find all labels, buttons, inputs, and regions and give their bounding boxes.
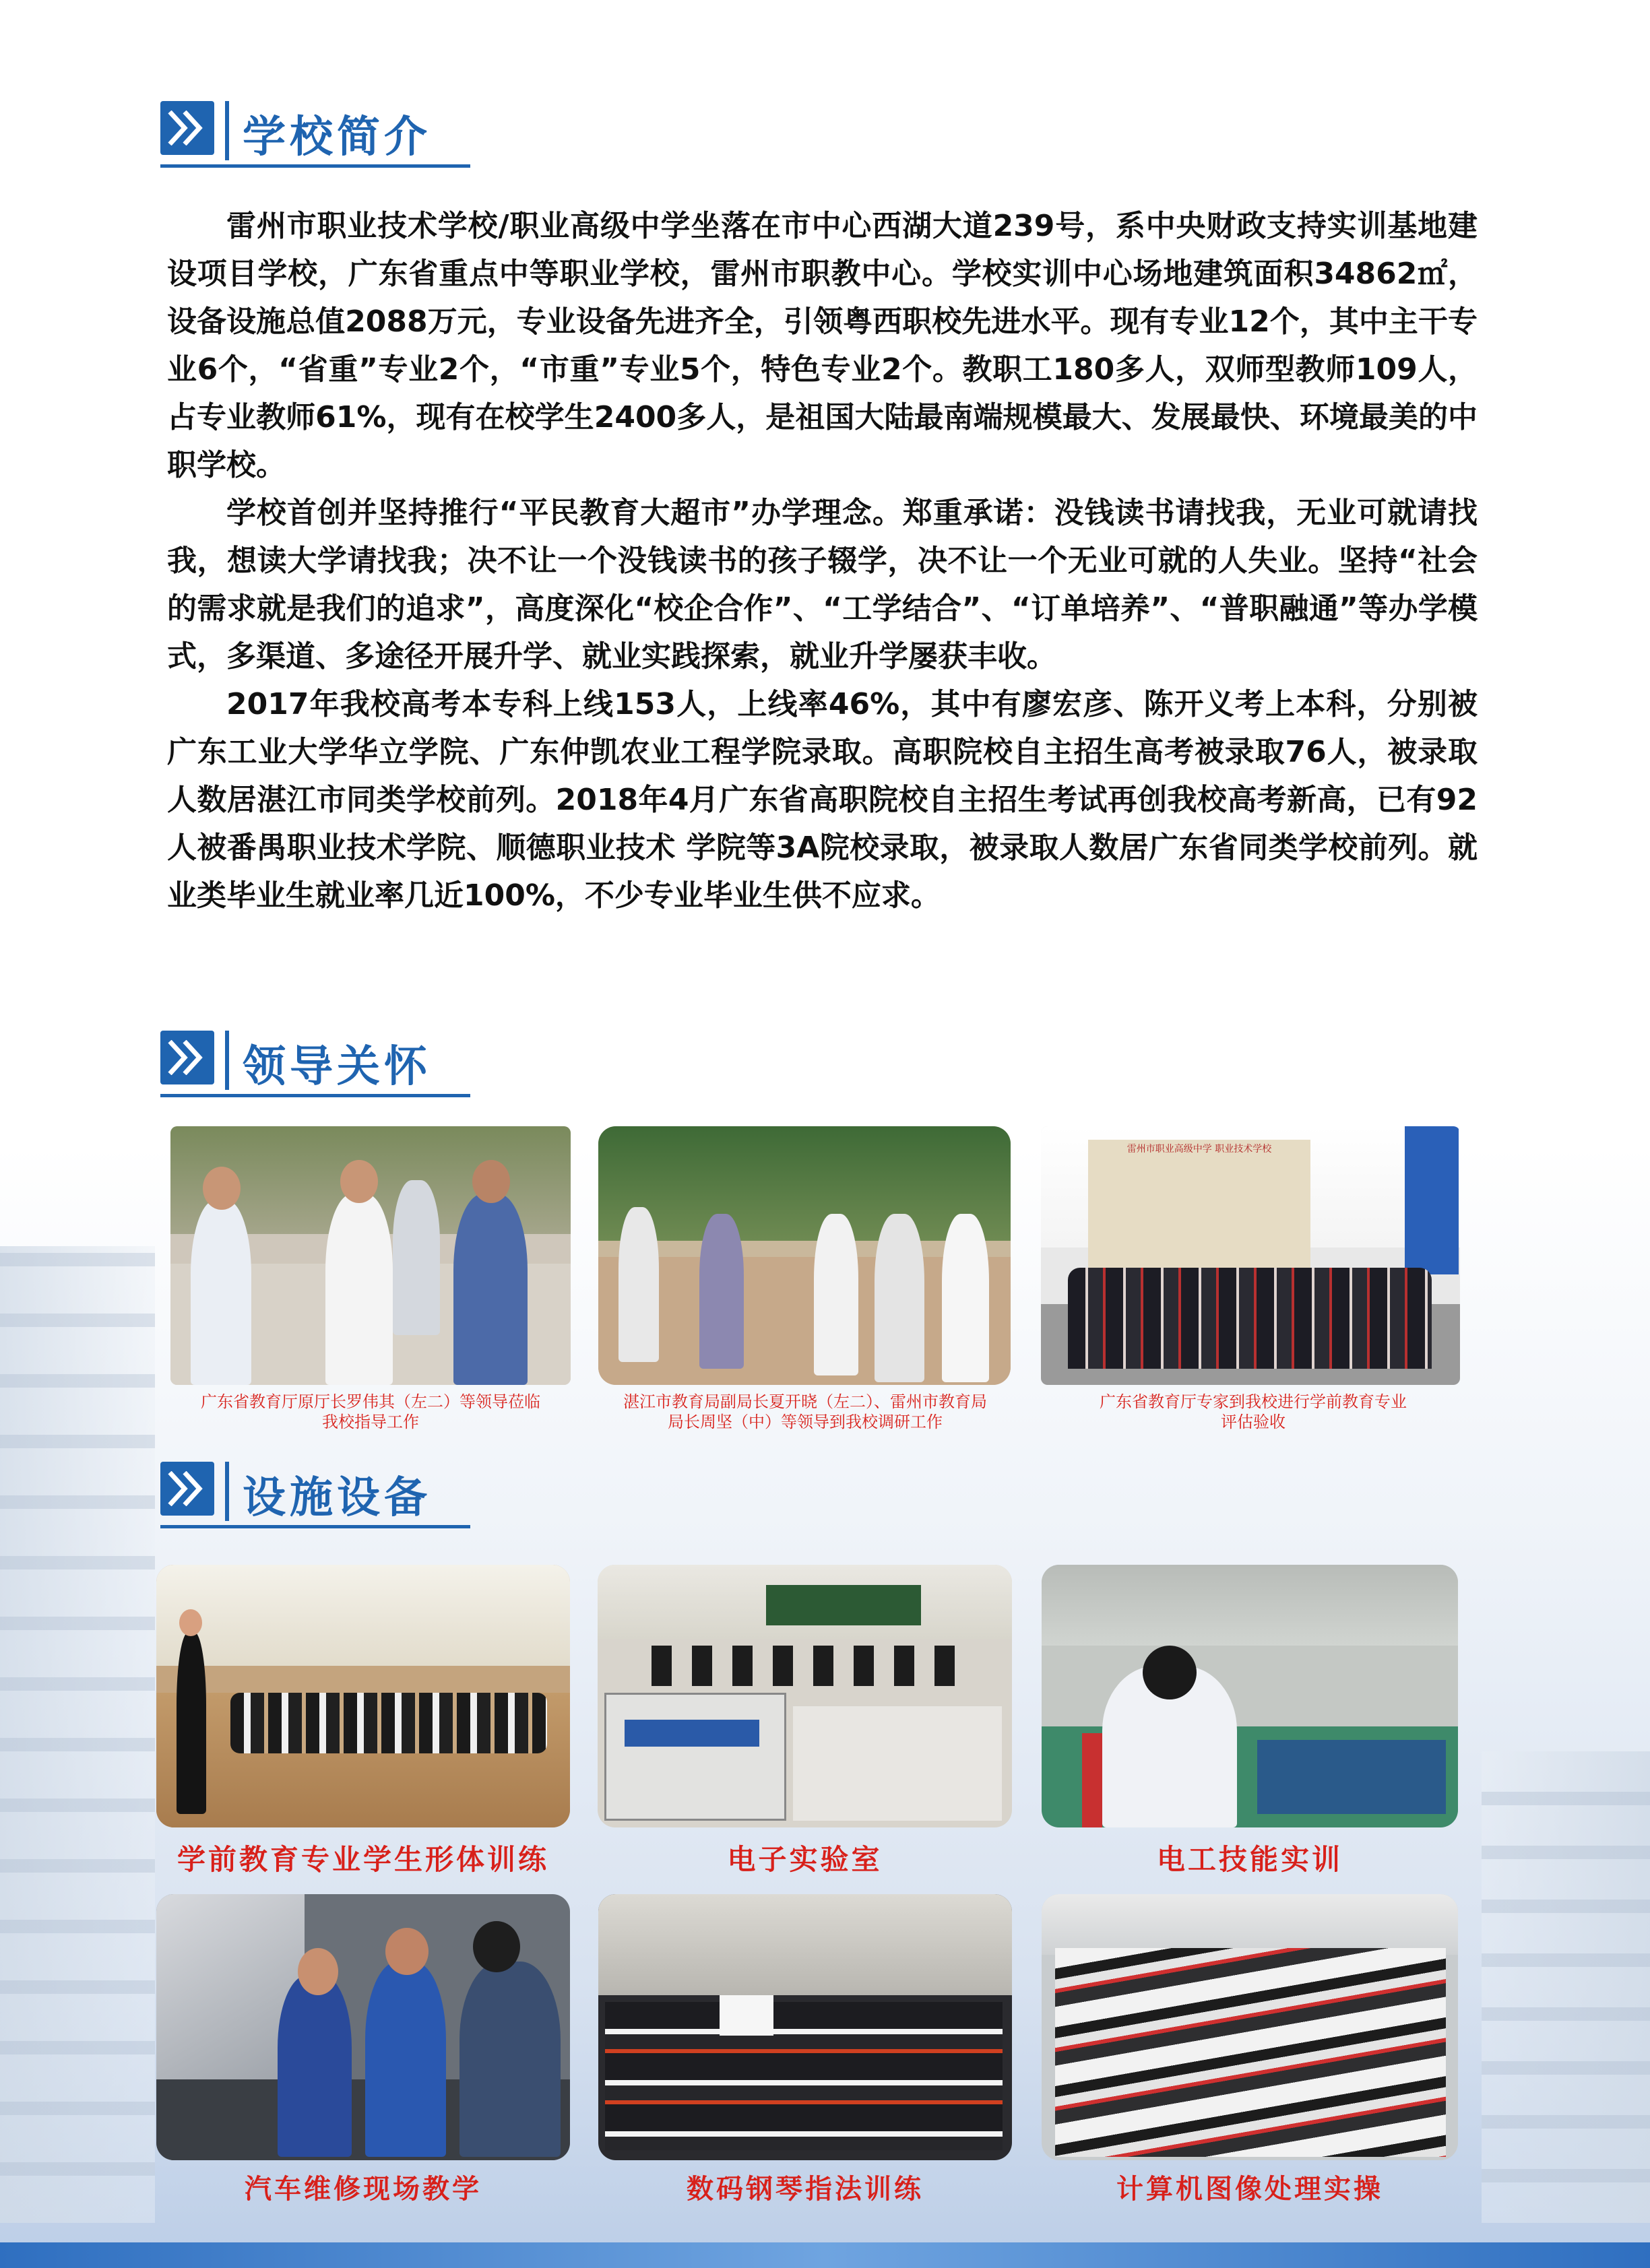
background-building-left bbox=[0, 1246, 155, 2223]
intro-paragraph: 2017年我校高考本专科上线153人，上线率46%，其中有廖宏彦、陈开义考上本科，分别被广东工业大学华立学院、广东仲凯农业工程学院录取。高职院校自主招生高考被录取76人，被录取人数居湛江市同类学校前列。2018年4月广东省高职院校自主招生考试再创我校高考新高，已有92人被番禺职业技术学院、顺德职业技术 学院等3A院校录取，被录取人数居广东省同类学校前列。就业类毕业生就业率几近100%，不少专业毕业生供不应求。 bbox=[167, 687, 1478, 913]
section-divider-bar bbox=[225, 1031, 229, 1090]
leader-caption-1: 广东省教育厅原厅长罗伟其（左二）等领导莅临 我校指导工作 bbox=[201, 1392, 540, 1431]
section-divider-bar bbox=[225, 101, 229, 160]
leader-caption-2: 湛江市教育局副局长夏开晓（左二）、雷州市教育局 局长周坚（中）等领导到我校调研工作 bbox=[623, 1392, 987, 1431]
bottom-band bbox=[0, 2242, 1650, 2268]
photo-auto-repair bbox=[156, 1894, 570, 2160]
photo-piano-training bbox=[598, 1894, 1012, 2160]
building-sign: 雷州市职业高级中学 职业技术学校 bbox=[1127, 1144, 1272, 1155]
intro-text bbox=[167, 202, 1478, 919]
photo-dance-training bbox=[156, 1565, 570, 1827]
double-chevron-right-icon bbox=[160, 1031, 214, 1084]
facility-caption-6: 计算机图像处理实操 bbox=[1116, 2174, 1383, 2205]
section-divider-bar bbox=[225, 1462, 229, 1521]
photo-electrical-training bbox=[1042, 1565, 1458, 1827]
section-header-intro bbox=[160, 101, 470, 168]
section-underline bbox=[160, 164, 470, 168]
double-chevron-right-icon bbox=[160, 101, 214, 155]
photo-electronics-lab bbox=[598, 1565, 1012, 1827]
section-underline bbox=[160, 1094, 470, 1097]
facility-caption-1: 学前教育专业学生形体训练 bbox=[177, 1843, 549, 1876]
section-header-leaders bbox=[160, 1031, 470, 1098]
background-building-right bbox=[1482, 1751, 1650, 2223]
photo-leader-visit-2 bbox=[598, 1126, 1011, 1385]
intro-paragraph: 雷州市职业技术学校/职业高级中学坐落在市中心西湖大道239号，系中央财政支持实训基地建设项目学校，广东省重点中等职业学校，雷州市职教中心。学校实训中心场地建筑面积34862㎡，设备设施总值2088万元，专业设备先进齐全，引领粤西职校先进水平。现有专业12个，其中主干专业6个，“省重”专业2个，“市重”专业5个，特色专业2个。教职工180多人，双师型教师109人，占专业教师61%，现有在校学生2400多人，是祖国大陆最南端规模最大、发展最快、环境最美的中职学校。 bbox=[167, 209, 1478, 482]
photo-computer-lab bbox=[1042, 1894, 1458, 2160]
section-header-facilities bbox=[160, 1462, 470, 1529]
photo-leader-visit-1 bbox=[170, 1126, 571, 1385]
double-chevron-right-icon bbox=[160, 1462, 214, 1516]
section-title: 设施设备 bbox=[243, 1473, 431, 1523]
intro-paragraph: 学校首创并坚持推行“平民教育大超市”办学理念。郑重承诺：没钱读书请找我，无业可就请找我，想读大学请找我；决不让一个没钱读书的孩子辍学，决不让一个无业可就的人失业。坚持“社会的需求就是我们的追求”，高度深化“校企合作”、“工学结合”、“订单培养”、“普职融通”等办学模式，多渠道、多途径开展升学、就业实践探索，就业升学屡获丰收。 bbox=[167, 496, 1478, 674]
section-title: 领导关怀 bbox=[243, 1042, 431, 1092]
facility-caption-5: 数码钢琴指法训练 bbox=[687, 2174, 924, 2205]
leader-caption-3: 广东省教育厅专家到我校进行学前教育专业 评估验收 bbox=[1100, 1392, 1407, 1431]
facility-caption-2: 电子实验室 bbox=[727, 1843, 883, 1876]
facility-caption-4: 汽车维修现场教学 bbox=[245, 2174, 482, 2205]
section-title: 学校简介 bbox=[243, 112, 431, 162]
section-underline bbox=[160, 1525, 470, 1528]
photo-leader-visit-3 bbox=[1041, 1126, 1460, 1385]
facility-caption-3: 电工技能实训 bbox=[1156, 1843, 1343, 1876]
